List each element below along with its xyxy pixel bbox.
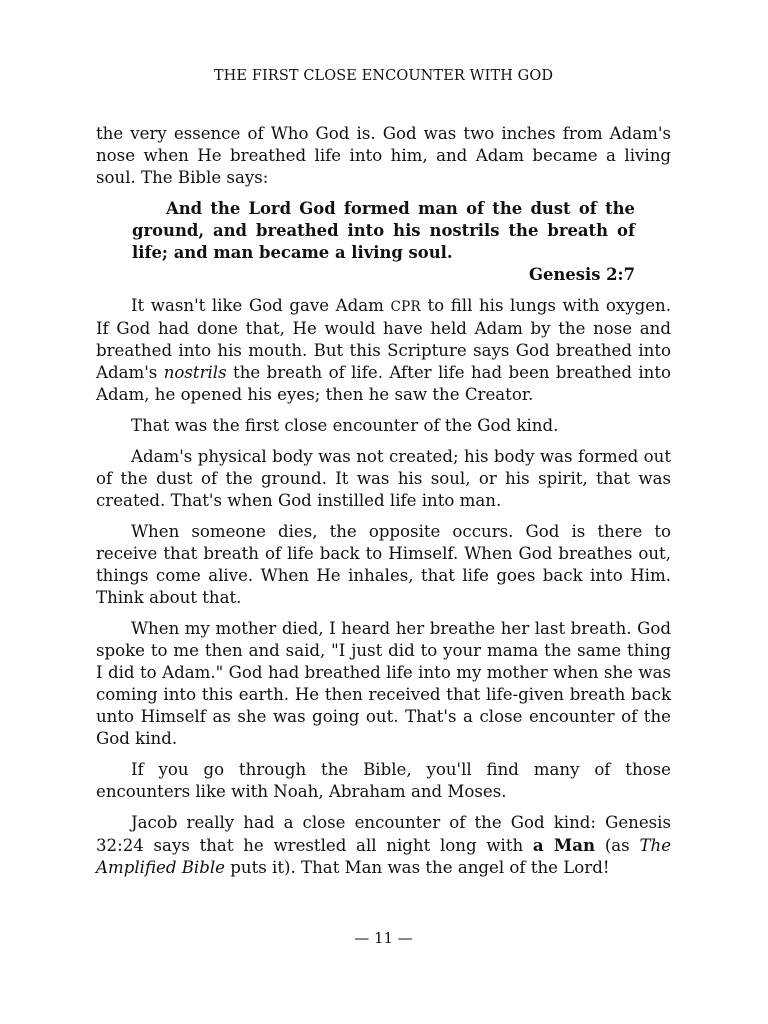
cpr-abbreviation: CPR <box>390 299 421 315</box>
paragraph-jacob <box>96 812 671 879</box>
page-number: — 11 — <box>354 929 413 947</box>
paragraph-cpr <box>96 295 671 406</box>
paragraph-physical-body: Adam's physical body was not created; his body was formed out of the dust of the ground. It was his soul, or his spirit, that was created. That's when God instilled life into man. <box>96 447 671 510</box>
paragraph-jacob-part-a: Jacob really had a close encounter of the God kind: Genesis 32:24 says that he wrestled all night long with <box>96 813 671 855</box>
paragraph-someone-dies: When someone dies, the opposite occurs. God is there to receive that breath of life back to Himself. When God breathes out, things come alive. When He inhales, that life goes back into Him. Think about that. <box>96 522 671 607</box>
paragraph-cpr-part-b: to fill his lungs with oxygen. If God had done that, He would have held Adam by the nose and breathed into his mouth. But this Scripture says God breathed into Adam's <box>96 296 671 382</box>
paragraph-cpr-part-c: the breath of life. After life had been breathed into Adam, he opened his eyes; then he saw the Creator. <box>96 363 671 404</box>
amplified-bible-italic: The Amplified Bible <box>96 836 672 877</box>
book-page <box>96 0 671 1024</box>
scripture-reference: Genesis 2:7 <box>528 265 635 284</box>
body-text <box>96 123 671 888</box>
paragraph-cpr-part-a: It wasn't like God gave Adam <box>131 296 391 315</box>
paragraph-mother-died: When my mother died, I heard her breathe her last breath. God spoke to me then and said, "I just did to your mama the same thing I did to Adam." God had breathed life into my mother when she was coming into this earth. He then received that life-given breath back unto Himself as she was going out. That's a close encounter of the God kind. <box>96 619 671 748</box>
running-head: THE FIRST CLOSE ENCOUNTER WITH GOD <box>213 68 554 84</box>
a-man-bold: a Man <box>532 835 596 855</box>
paragraph-bible-encounters: If you go through the Bible, you'll find many of those encounters like with Noah, Abraham and Moses. <box>96 760 671 801</box>
scripture-quote-text: And the Lord God formed man of the dust of the ground, and breathed into his nostrils the breath of life; and man became a living soul. <box>132 199 635 262</box>
paragraph-first-encounter: That was the first close encounter of the God kind. <box>131 416 559 435</box>
paragraph-continued: the very essence of Who God is. God was two inches from Adam's nose when He breathed life into him, and Adam became a living soul. The Bible says: <box>96 124 671 187</box>
nostrils-italic: nostrils <box>163 363 227 382</box>
paragraph-jacob-part-b: (as <box>595 836 640 855</box>
scripture-quote <box>132 198 635 286</box>
paragraph-jacob-part-c: puts it). That Man was the angel of the Lord! <box>225 858 610 877</box>
